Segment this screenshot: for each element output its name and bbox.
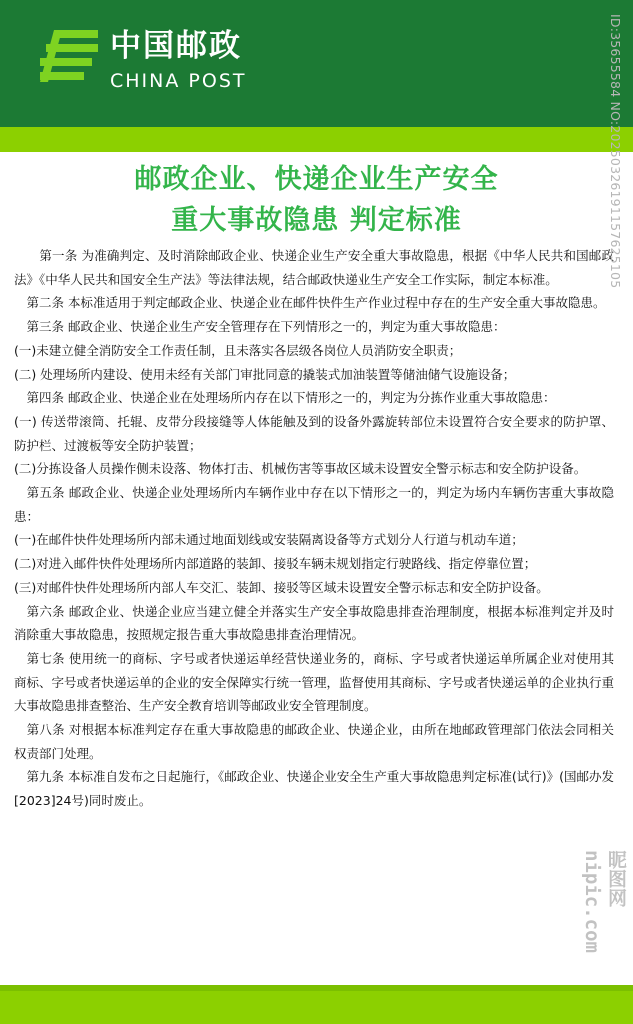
china-post-logo-icon <box>40 30 98 82</box>
article-5-item-1: (一)在邮件快件处理场所内部未通过地面划线或安装隔离设备等方式划分人行道与机动车道； <box>14 532 524 548</box>
article-4-item-2: (二)分拣设备人员操作侧未设落、物体打击、机械伤害等事故区域未设置安全警示标志和安全防护设备。 <box>14 461 587 477</box>
article-4-item-1: (一) 传送带滚筒、托辊、皮带分段接缝等人体能触及到的设备外露旋转部位未设置符合安全要求的防护罩、防护栏、过渡板等安全防护装置； <box>14 413 614 453</box>
article-8: 第八条 对根据本标准判定存在重大事故隐患的邮政企业、快递企业，由所在地邮政管理部门依法会同相关权责部门处理。 <box>14 722 614 761</box>
article-4: 第四条 邮政企业、快递企业在处理场所内存在以下情形之一的，判定为分拣作业重大事故隐患： <box>14 390 556 406</box>
article-7: 第七条 使用统一的商标、字号或者快递运单经营快递业务的，商标、字号或者快递运单所属企业对使用其商标、字号或者快递运单的企业的安全保障实行统一管理，监督使用其商标、字号或者快递运单的企业执行重大事故隐患排查整治、生产安全教育培训等邮政业安全管理制度。 <box>14 650 615 714</box>
article-5-item-3: (三)对邮件快件处理场所内部人车交汇、装卸、接驳等区域未设置安全警示标志和安全防护设备。 <box>14 579 549 595</box>
logo-chinese-name: 中国邮政 <box>110 28 242 64</box>
article-3-item-2: (二) 处理场所内建设、使用未经有关部门审批同意的撬装式加油装置等储油储气设施设备； <box>14 366 516 382</box>
document-title-line-2: 重大事故隐患 判定标准 <box>171 205 462 236</box>
article-1: 第一条 为准确判定、及时消除邮政企业、快递企业生产安全重大事故隐患，根据《中华人民共和国邮政法》《中华人民共和国安全生产法》等法律法规，结合邮政快递业生产安全工作实际，制定本标准。 <box>14 248 614 287</box>
document-body <box>14 244 614 813</box>
article-5: 第五条 邮政企业、快递企业处理场所内车辆作业中存在以下情形之一的，判定为场内车辆伤害重大事故隐患： <box>14 485 614 524</box>
article-2: 第二条 本标准适用于判定邮政企业、快递企业在邮件快件生产作业过程中存在的生产安全重大事故隐患。 <box>14 295 606 311</box>
header-accent-band <box>0 127 633 152</box>
document-title-line-1: 邮政企业、快递企业生产安全 <box>134 164 499 195</box>
logo-english-name: CHINA POST <box>110 70 247 92</box>
footer-band-shade <box>0 985 633 991</box>
article-3-item-1: (一)未建立健全消防安全工作责任制，且未落实各层级各岗位人员消防安全职责； <box>14 342 462 358</box>
article-3: 第三条 邮政企业、快递企业生产安全管理存在下列情形之一的，判定为重大事故隐患： <box>14 319 506 335</box>
article-6: 第六条 邮政企业、快递企业应当建立健全并落实生产安全事故隐患排查治理制度，根据本标准判定并及时消除重大事故隐患，按照规定报告重大事故隐患排查治理情况。 <box>14 603 614 643</box>
article-9: 第九条 本标准自发布之日起施行，《邮政企业、快递企业安全生产重大事故隐患判定标准(试行)》(国邮办发[2023]24号)同时废止。 <box>14 769 614 809</box>
watermark-site-text: 昵图网 nipic.com <box>581 850 627 953</box>
watermark-id-text: ID:35655584 NO:20250326191157625105 <box>608 14 623 289</box>
article-5-item-2: (二)对进入邮件快件处理场所内部道路的装卸、接驳车辆未规划指定行驶路线、指定停靠位置； <box>14 556 537 572</box>
header-banner <box>0 0 633 127</box>
